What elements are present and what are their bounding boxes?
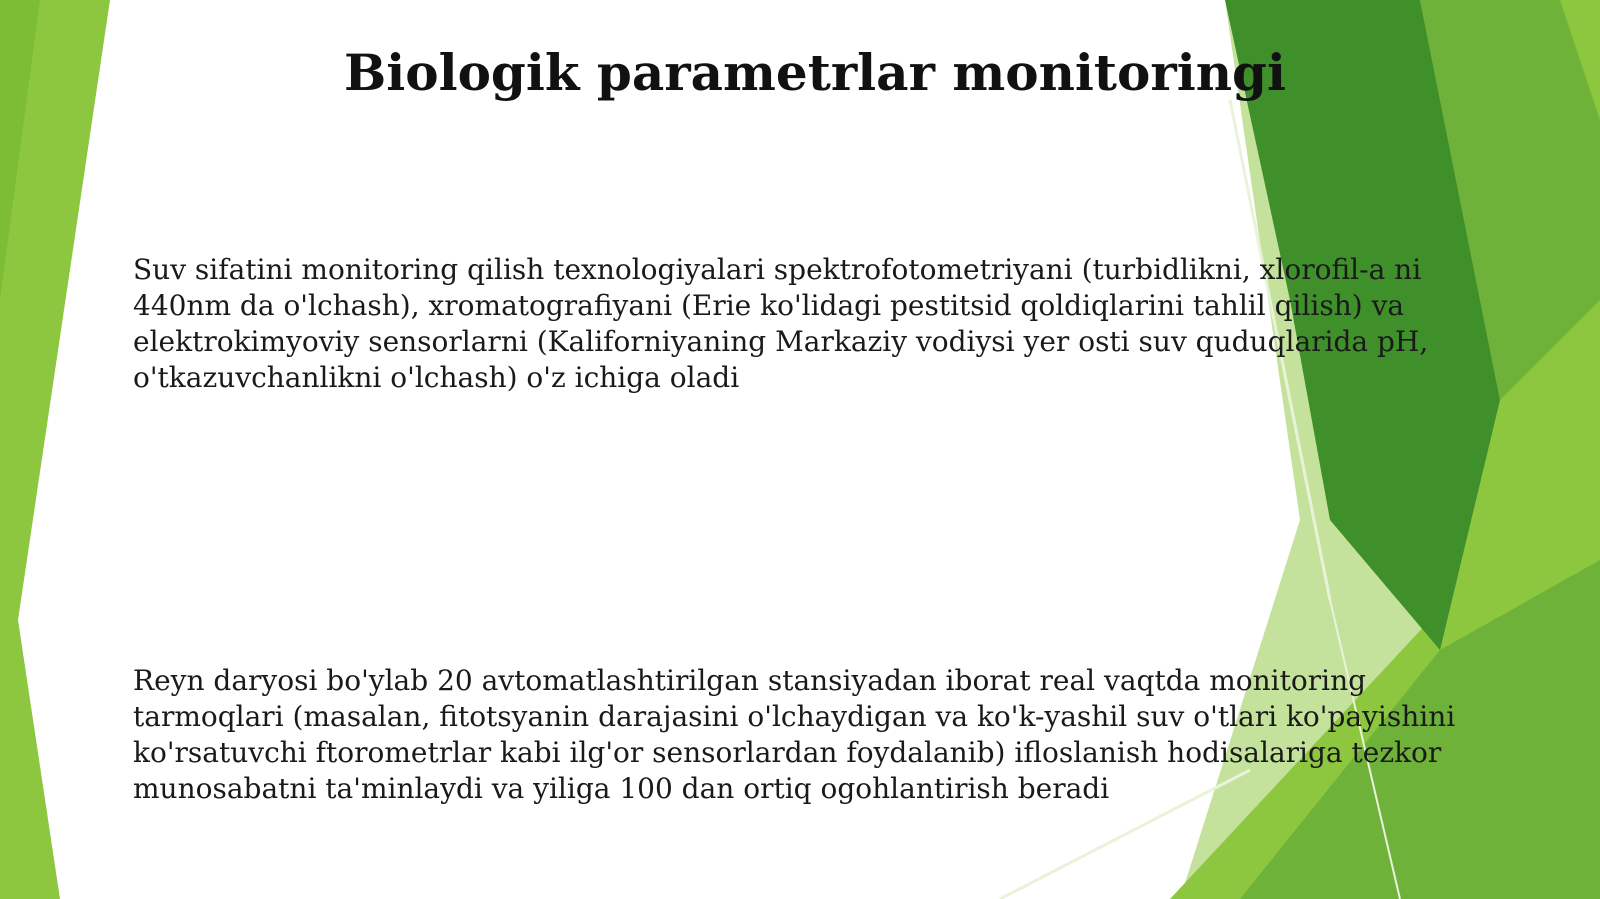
paragraph-rhine-network: Reyn daryosi bo'ylab 20 avtomatlashtirilgan stansiyadan iborat real vaqtda monitoring tarmoqlari (masalan, fitotsyanin darajasini o'lchaydigan va ko'k-yashil suv o'tlari ko'payishini ko'rsatuvchi ftorometrlar kabi ilg'or sensorlardan foydalanib) ifloslanish hodisalariga tezkor munosabatni ta'minlaydi va yiliga 100 dan ortiq ogohlantirish beradi: [133, 664, 1456, 805]
paragraph-water-quality: Suv sifatini monitoring qilish texnologiyalari spektrofotometriyani (turbidlikni, xlorofil-a ni 440nm da o'lchash), xromatografiyani (Erie ko'lidagi pestitsid qoldiqlarini tahlil qilish) va elektrokimyoviy sensorlarni (Kaliforniyaning Markaziy vodiysi yer osti suv quduqlarida pH, o'tkazuvchanlikni o'lchash) o'z ichiga oladi: [133, 253, 1429, 394]
slide-title: Biologik parametrlar monitoringi: [343, 43, 1287, 102]
